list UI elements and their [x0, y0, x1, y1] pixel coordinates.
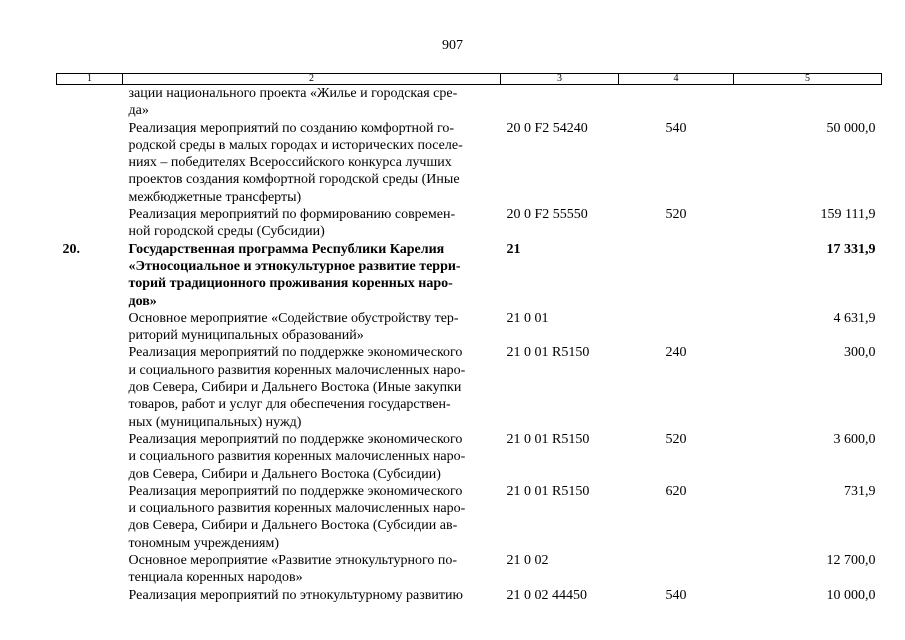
row-type: 540	[665, 587, 687, 603]
row-name-text: Реализация мероприятий по поддержке экономического и социального развития коренных малочисленных наро- дов Севера, Сибири и Дальнего Востока (Субсидии)	[128, 431, 466, 482]
row-code: 20 0 F2 54240	[506, 120, 588, 136]
row-amount	[734, 85, 882, 120]
row-code: 21 0 01 R5150	[506, 483, 590, 499]
row-name-text: Реализация мероприятий по поддержке экономического и социального развития коренных малочисленных наро- дов Севера, Сибири и Дальнего Востока (Иные закупки товаров, работ и услуг для обеспечения государствен- ных (муниципальных) нужд)	[128, 345, 466, 430]
row-name	[123, 206, 501, 241]
row-amount: 3 600,0	[833, 431, 876, 447]
row-name	[123, 85, 501, 120]
row-type	[619, 310, 734, 345]
row-code: 21 0 01	[506, 310, 549, 326]
row-type	[619, 552, 734, 587]
table-row	[57, 310, 882, 345]
row-name-text: зации национального проекта «Жилье и городская сре- да»	[128, 86, 458, 119]
row-number: 20.	[62, 241, 80, 257]
row-type: 520	[665, 431, 687, 447]
row-name	[123, 120, 501, 206]
row-amount: 17 331,9	[826, 241, 876, 257]
column-header-3: 3	[501, 74, 619, 85]
row-number	[57, 85, 123, 120]
column-header-4: 4	[619, 74, 734, 85]
table-header-row	[57, 74, 882, 85]
row-name-text: Государственная программа Республики Карелия «Этносоциальное и этнокультурное развитие терри- торий традиционного проживания коренных наро- дов»	[128, 241, 461, 309]
row-type: 240	[665, 345, 687, 361]
column-header-1: 1	[57, 74, 123, 85]
row-name-text: Реализация мероприятий по поддержке экономического и социального развития коренных малочисленных наро- дов Севера, Сибири и Дальнего Востока (Субсидии ав- тономным учреждениям)	[128, 483, 466, 551]
table-row	[57, 552, 882, 587]
row-amount: 159 111,9	[820, 207, 876, 223]
table-row	[57, 344, 882, 430]
row-name	[123, 552, 501, 587]
row-name	[123, 587, 501, 604]
table-row	[57, 431, 882, 483]
row-type: 620	[665, 483, 687, 499]
table-row	[57, 483, 882, 552]
budget-table	[56, 73, 882, 604]
row-name-text: Реализация мероприятий по формированию современ- ной городской среды (Субсидии)	[128, 207, 456, 240]
row-amount: 4 631,9	[833, 310, 876, 326]
table-row	[57, 85, 882, 120]
row-number	[57, 206, 123, 241]
row-code: 21 0 01 R5150	[506, 431, 590, 447]
column-header-2: 2	[123, 74, 501, 85]
table-row-program	[57, 241, 882, 310]
row-amount: 731,9	[844, 483, 876, 499]
row-number	[57, 310, 123, 345]
table-row	[57, 587, 882, 604]
table-body	[57, 85, 882, 604]
column-header-5: 5	[734, 74, 882, 85]
row-name	[123, 483, 501, 552]
page-number: 907	[442, 38, 463, 53]
row-type: 540	[665, 120, 687, 136]
row-number	[57, 552, 123, 587]
row-name	[123, 431, 501, 483]
row-name-text: Реализация мероприятий по созданию комфортной го- родской среды в малых городах и исторических поселе- ниях – победителях Всероссийского конкурса лучших проектов создания комфортной городской среды (Иные межбюджетные трансферты)	[128, 120, 463, 205]
row-amount: 12 700,0	[826, 553, 876, 569]
table-row	[57, 206, 882, 241]
row-type	[619, 85, 734, 120]
row-name	[123, 344, 501, 430]
row-code: 21 0 02 44450	[506, 587, 587, 603]
row-number	[57, 587, 123, 604]
row-code: 21 0 01 R5150	[506, 345, 590, 361]
table-row	[57, 120, 882, 206]
row-number	[57, 431, 123, 483]
row-amount: 300,0	[844, 345, 876, 361]
row-amount: 10 000,0	[826, 587, 876, 603]
row-code	[501, 85, 619, 120]
row-number	[57, 483, 123, 552]
row-code: 21 0 02	[506, 553, 549, 569]
row-name	[123, 310, 501, 345]
row-number	[57, 120, 123, 206]
table-header	[57, 74, 882, 85]
row-amount: 50 000,0	[826, 120, 876, 136]
row-code: 20 0 F2 55550	[506, 207, 588, 223]
row-name-text: Основное мероприятие «Содействие обустройству тер- риторий муниципальных образований»	[128, 310, 459, 344]
row-name-text: Реализация мероприятий по этнокультурному развитию	[128, 587, 463, 603]
row-type	[619, 241, 734, 310]
row-code: 21	[506, 241, 521, 257]
row-type: 520	[665, 207, 687, 223]
row-number	[57, 344, 123, 430]
row-name-text: Основное мероприятие «Развитие этнокультурного по- тенциала коренных народов»	[128, 553, 458, 586]
row-name	[123, 241, 501, 310]
